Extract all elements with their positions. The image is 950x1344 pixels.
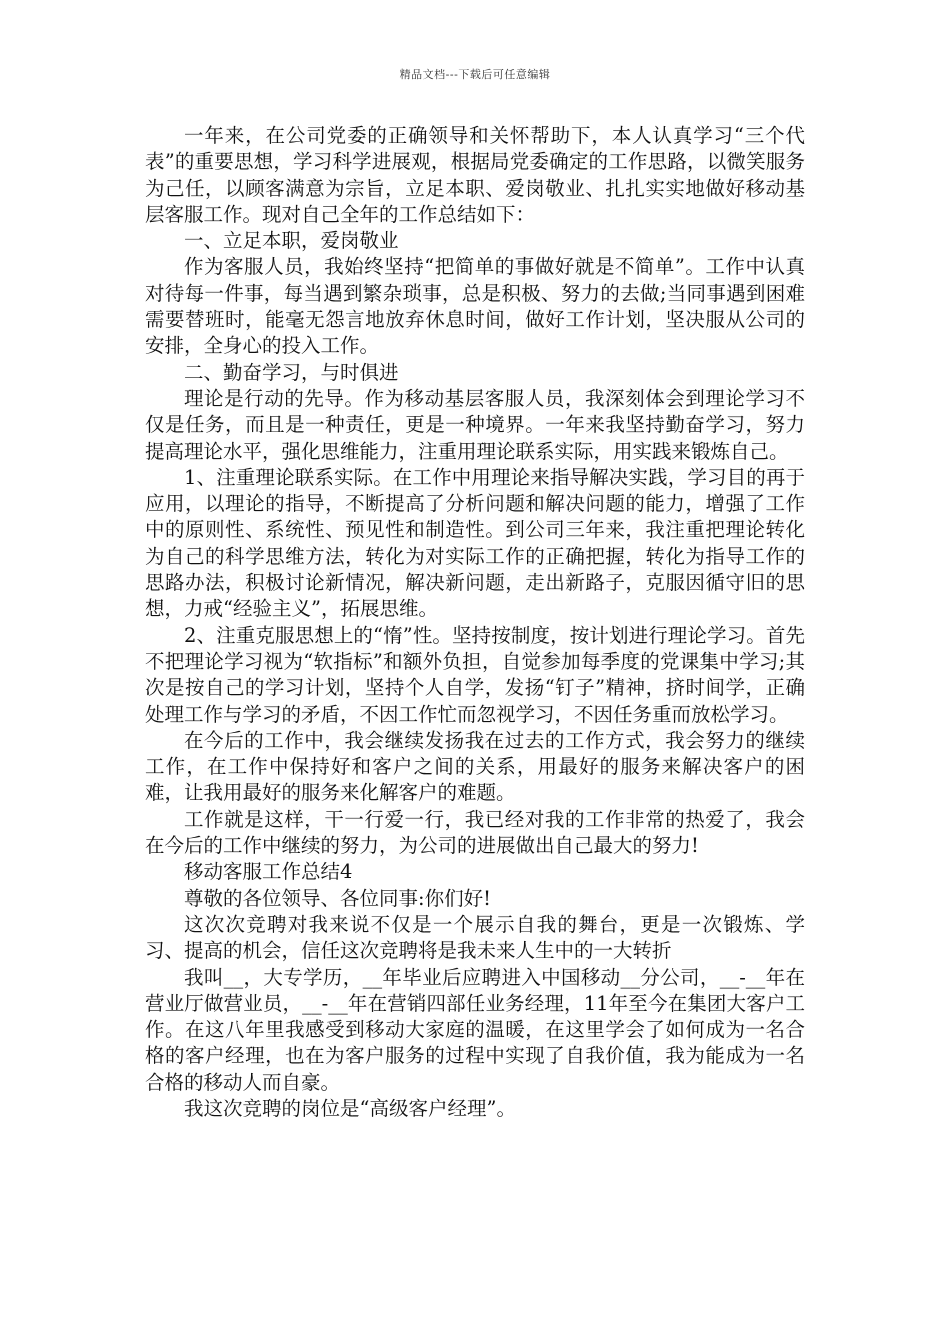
paragraph: 一年来，在公司党委的正确领导和关怀帮助下，本人认真学习“三个代表”的重要思想，学习科学进展观，根据局党委确定的工作思路，以微笑服务为己任，以顾客满意为宗旨，立足本职、爱岗敬业、扎扎实实地做好移动基层客服工作。现对自己全年的工作总结如下： <box>145 124 805 226</box>
paragraph: 理论是行动的先导。作为移动基层客服人员，我深刻体会到理论学习不仅是任务，而且是一种责任，更是一种境界。一年来我坚持勤奋学习，努力提高理论水平，强化思维能力，注重用理论联系实际，用实践来锻炼自己。 <box>145 386 805 463</box>
paragraph: 1、注重理论联系实际。在工作中用理论来指导解决实践，学习目的再于应用，以理论的指导，不断提高了分析问题和解决问题的能力，增强了工作中的原则性、系统性、预见性和制造性。到公司三年来，我注重把理论转化为自己的科学思维方法，转化为对实际工作的正确把握，转化为指导工作的思路办法，积极讨论新情况，解决新问题，走出新路子，克服因循守旧的思想，力戒“经验主义”，拓展思维。 <box>145 465 805 621</box>
salutation: 尊敬的各位领导、各位同事:你们好! <box>184 886 491 910</box>
paragraph: 我叫__，大专学历，__年毕业后应聘进入中国移动__分公司，__-__年在营业厅做营业员，__-__年在营销四部任业务经理，11年至今在集团大客户工作。在这八年里我感受到移动大家庭的温暖，在这里学会了如何成为一名合格的客户经理，也在为客户服务的过程中实现了自我价值，我为能成为一名合格的移动人而自豪。 <box>145 965 805 1094</box>
paragraph: 我这次竞聘的岗位是“高级客户经理”。 <box>184 1096 516 1120</box>
paragraph: 2、注重克服思想上的“惰”性。坚持按制度，按计划进行理论学习。首先不把理论学习视为“软指标”和额外负担，自觉参加每季度的党课集中学习;其次是按自己的学习计划，坚持个人自学，发扬“钉子”精神，挤时间学，正确处理工作与学习的矛盾，不因工作忙而忽视学习，不因任务重而放松学习。 <box>145 623 805 726</box>
section-heading: 二、勤奋学习，与时俱进 <box>184 360 399 384</box>
paragraph: 工作就是这样，干一行爱一行，我已经对我的工作非常的热爱了，我会在今后的工作中继续的努力，为公司的进展做出自己最大的努力! <box>145 807 805 858</box>
section-title: 移动客服工作总结4 <box>184 860 353 884</box>
paragraph: 这次次竞聘对我来说不仅是一个展示自我的舞台，更是一次锻炼、学习、提高的机会，信任这次竞聘将是我未来人生中的一大转折 <box>145 912 805 963</box>
document-body <box>145 123 805 1122</box>
page-header: 精品文档---下载后可任意编辑 <box>399 68 551 81</box>
paragraph: 在今后的工作中，我会继续发扬我在过去的工作方式，我会努力的继续工作，在工作中保持好和客户之间的关系，用最好的服务来解决客户的困难，让我用最好的服务来化解客户的难题。 <box>145 728 805 805</box>
section-heading: 一、立足本职，爱岗敬业 <box>184 229 399 253</box>
paragraph: 作为客服人员，我始终坚持“把简单的事做好就是不简单”。工作中认真对待每一件事，每当遇到繁杂琐事，总是积极、努力的去做;当同事遇到困难需要替班时，能毫无怨言地放弃休息时间，做好工作计划，坚决服从公司的安排，全身心的投入工作。 <box>145 255 805 358</box>
